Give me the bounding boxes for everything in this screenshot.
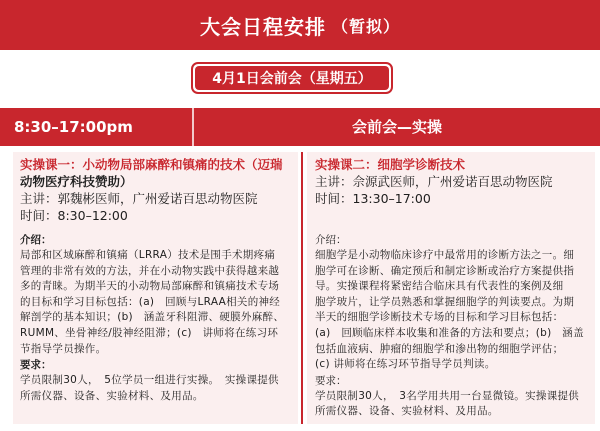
- course-two-panel: [307, 152, 595, 424]
- session-bar: [0, 108, 600, 146]
- course-one-title-sponsor: 动物医疗科技赞助）: [20, 174, 133, 189]
- course-two-host: 主讲：佘源武医师，广州爱诺百思动物医院: [315, 174, 553, 189]
- course-two-intro: [315, 248, 587, 373]
- course-one-intro-line: 节指导学员操作。: [20, 342, 107, 355]
- course-one-title-prefix: 实操课一：: [20, 157, 83, 172]
- course-one-req-line: 所需仪器、设备、实验材料、及用品。: [20, 389, 204, 402]
- course-one-panel: [13, 152, 298, 424]
- course-one-time: 时间：8:30–12:00: [20, 208, 128, 223]
- course-one-intro: [20, 248, 291, 357]
- date-label: 4月1日会前会（星期五）: [195, 66, 389, 90]
- course-one-intro-line: 解剖学的基本知识；(b) 涵盖牙科阻滞、硬膜外麻醉、: [20, 311, 285, 324]
- course-two-intro-line: (c) 讲师将在练习环节指导学员判读。: [315, 358, 496, 371]
- page-title: 大会日程安排: [199, 14, 326, 39]
- course-two-req-line: 所需仪器、设备、实验材料、及用品。: [315, 405, 499, 418]
- course-one-intro-line: 局部和区域麻醉和镇痛（LRRA）技术是围手术期疼痛: [20, 249, 276, 261]
- course-two-intro-line: (a) 回顾临床样本收集和准备的方法和要点；(b) 涵盖: [315, 326, 584, 339]
- course-one-title: [20, 156, 291, 190]
- course-one-title-main: 小动物局部麻醉和镇痛的技术（迈瑞: [82, 157, 283, 172]
- course-two-req-label: 要求：: [315, 374, 347, 387]
- course-one-requirements: [20, 373, 291, 404]
- course-two-req-line: 学员限制30人， 3名学用共用一台显微镜。实操课提供: [315, 389, 580, 402]
- course-one-host: 主讲：郭魏彬医师，广州爱诺百思动物医院: [20, 191, 258, 206]
- course-one-intro-line: 的目标和学习目标包括：(a) 回顾与LRAA相关的神经: [20, 295, 281, 308]
- course-two-intro-line: 半天的细胞学诊断技术专场的目标和学习目标包括：: [315, 311, 564, 324]
- course-two-intro-line: 胞学玻片，让学员熟悉和掌握细胞学的判读要点。为期: [315, 295, 575, 308]
- course-two-intro-line: 包括血液病、肿瘤的细胞学和渗出物的细胞学评估；: [315, 342, 564, 355]
- course-one-intro-line: 多的青睐。为期半天的小动物局部麻醉和镇痛技术专场: [20, 280, 280, 293]
- course-two-requirements: [315, 389, 587, 420]
- page-subtitle: （暂拟）: [331, 16, 400, 36]
- course-one-intro-line: RUMM、坐骨神经/股神经阻滞；(c) 讲师将在练习环: [20, 326, 279, 339]
- course-one-intro-line: 管理的非常有效的方法，并在小动物实践中获得越来越: [20, 264, 280, 277]
- course-two-intro-line: 细胞学是小动物临床诊疗中最常用的诊断方法之一。细: [315, 249, 575, 261]
- course-two-intro-line: 导。实操课程将紧密结合临床具有代表性的案例及细: [315, 280, 564, 293]
- course-two-intro-line: 胞学可在诊断、确定预后和制定诊断或治疗方案提供指: [315, 264, 575, 277]
- title-bar: [0, 0, 600, 50]
- course-one-req-line: 学员限制30人， 5位学员一组进行实操。 实操课提供: [20, 374, 279, 387]
- session-time: 8:30–17:00pm: [14, 118, 133, 136]
- date-pill: [191, 62, 393, 94]
- course-one-req-label: 要求：: [20, 359, 52, 372]
- session-name: 会前会—实操: [351, 118, 442, 136]
- course-one-intro-label: 介绍：: [20, 234, 52, 246]
- course-two-title: 实操课二：细胞学诊断技术: [315, 157, 466, 172]
- course-two-intro-label: 介绍：: [315, 234, 347, 246]
- course-two-time: 时间：13:30–17:00: [315, 191, 431, 206]
- column-separator: [301, 152, 303, 424]
